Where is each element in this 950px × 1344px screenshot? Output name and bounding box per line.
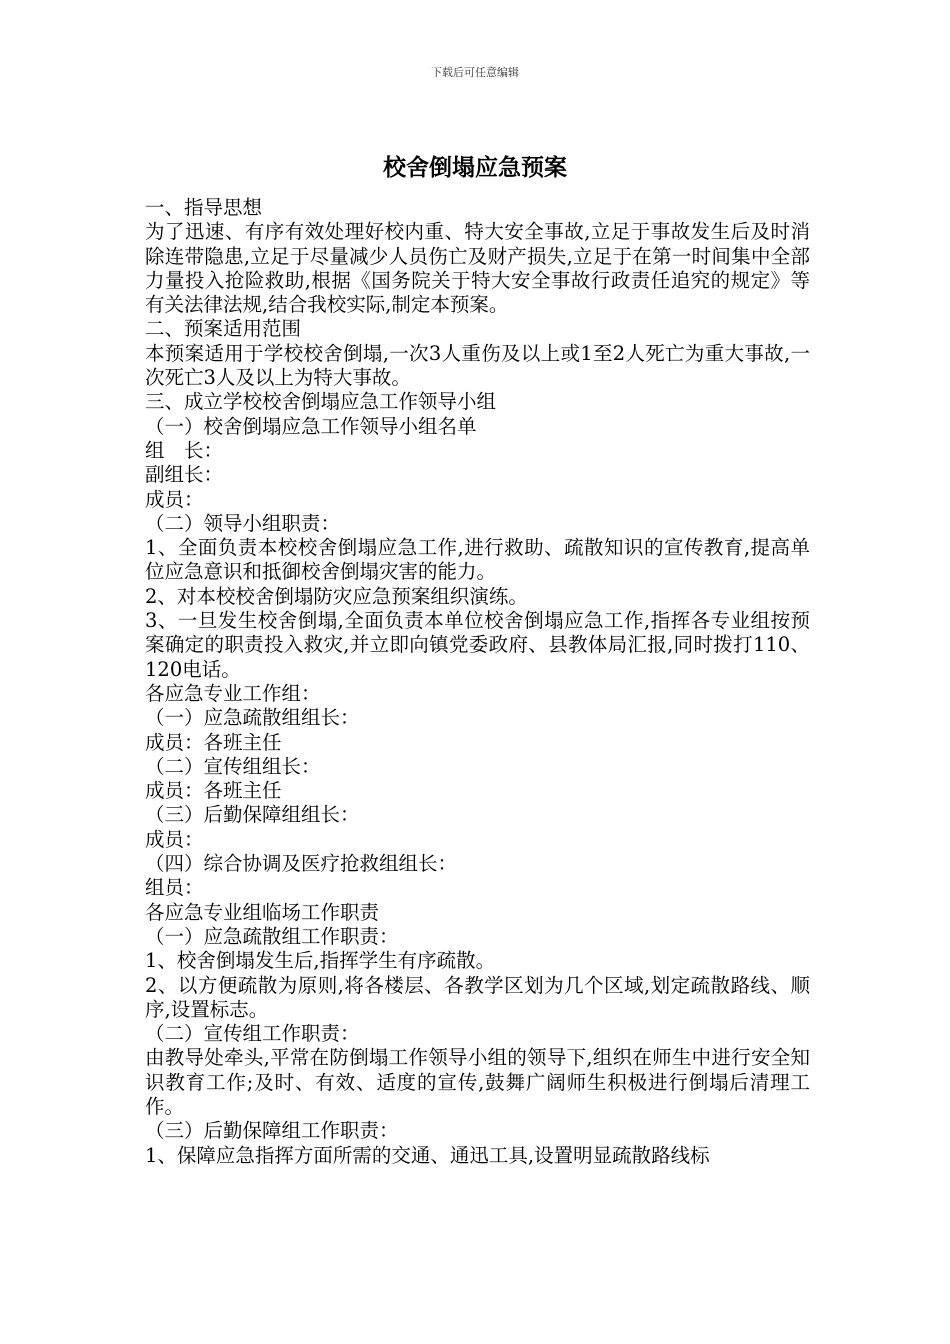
- body-paragraph: 1、全面负责本校校舍倒塌应急工作,进行救助、疏散知识的宣传教育,提高单位应急意识和抵御校舍倒塌灾害的能力。: [145, 536, 810, 584]
- body-line: 成员：: [145, 487, 204, 511]
- section-heading: 一、指导思想: [145, 196, 263, 219]
- subsection-heading: （二）领导小组职责：: [145, 511, 341, 535]
- subsection-heading: （一）校舍倒塌应急工作领导小组名单: [145, 414, 477, 438]
- subsection-heading: （三）后勤保障组工作职责：: [145, 1119, 399, 1143]
- body-paragraph: 1、校舍倒塌发生后,指挥学生有序疏散。: [145, 949, 496, 973]
- body-line: 副组长：: [145, 463, 224, 487]
- subsection-heading: （一）应急疏散组工作职责：: [145, 924, 399, 948]
- body-line: 各应急专业组临场工作职责: [145, 900, 380, 924]
- body-line: 组 长：: [145, 438, 224, 462]
- subsection-heading: （一）应急疏散组组长：: [145, 706, 360, 730]
- document-title: 校舍倒塌应急预案: [383, 155, 567, 181]
- body-line: 组员：: [145, 876, 204, 900]
- subsection-heading: （二）宣传组工作职责：: [145, 1022, 360, 1046]
- body-paragraph: 本预案适用于学校校舍倒塌,一次3人重伤及以上或1至2人死亡为重大事故,一次死亡3人及以上为特大事故。: [145, 341, 810, 390]
- page-header-note: 下载后可任意编辑: [431, 66, 519, 79]
- body-paragraph: 为了迅速、有序有效处理好校内重、特大安全事故,立足于事故发生后及时消除连带隐患,立足于尽量减少人员伤亡及财产损失,立足于在第一时间集中全部力量投入抢险救助,根据《国务院关于特大安全事故行政责任追究的规定》等有关法律法规,结合我校实际,制定本预案。: [145, 220, 810, 317]
- subsection-heading: （二）宣传组组长：: [145, 754, 321, 778]
- body-paragraph: 由教导处牵头,平常在防倒塌工作领导小组的领导下,组织在师生中进行安全知识教育工作;及时、有效、适度的宣传,鼓舞广阔师生积极进行倒塌后清理工作。: [145, 1046, 810, 1118]
- document-body: [145, 196, 810, 1168]
- body-paragraph: 1、保障应急指挥方面所需的交通、通迅工具,设置明显疏散路线标: [145, 1143, 710, 1167]
- body-line: 成员：各班主任: [145, 779, 282, 803]
- subsection-heading: （三）后勤保障组组长：: [145, 803, 360, 827]
- body-line: 成员：各班主任: [145, 730, 282, 754]
- subsection-heading: （四）综合协调及医疗抢救组组长：: [145, 852, 458, 876]
- section-heading: 二、预案适用范围: [145, 317, 302, 341]
- body-line: 各应急专业工作组：: [145, 681, 321, 705]
- body-line: 成员：: [145, 827, 204, 851]
- section-heading: 三、成立学校校舍倒塌应急工作领导小组: [145, 390, 497, 414]
- body-paragraph: 2、对本校校舍倒塌防灾应急预案组织演练。: [145, 584, 528, 608]
- body-paragraph: 3、一旦发生校舍倒塌,全面负责本单位校舍倒塌应急工作,指挥各专业组按预案确定的职责投入救灾,并立即向镇党委政府、县教体局汇报,同时拨打110、120电话。: [145, 609, 810, 681]
- body-paragraph: 2、以方便疏散为原则,将各楼层、各教学区划为几个区域,划定疏散路线、顺序,设置标志。: [145, 973, 810, 1021]
